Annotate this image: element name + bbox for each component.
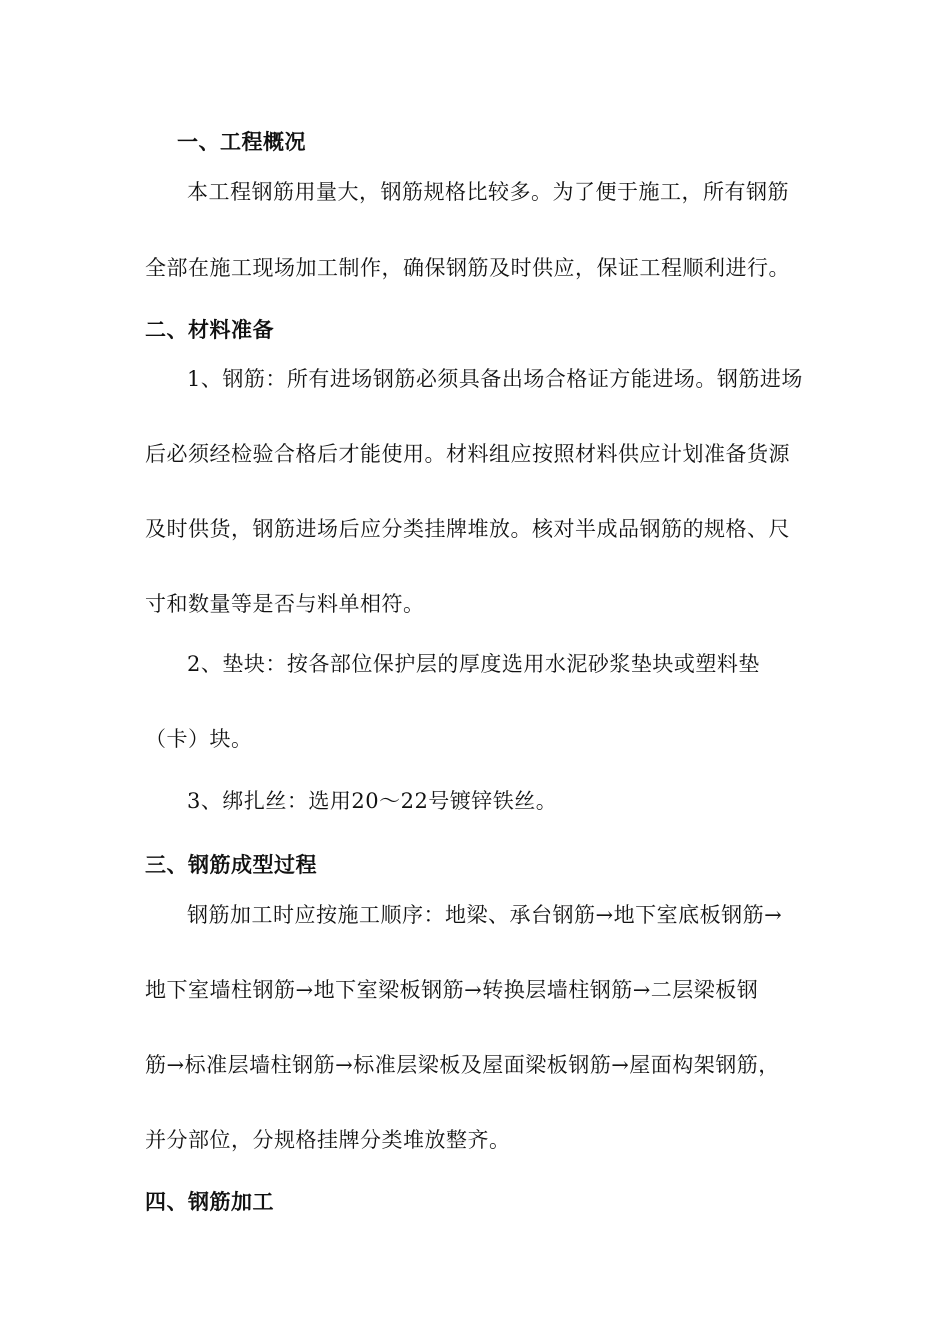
section-heading-4: 四、钢筋加工 xyxy=(145,1189,274,1214)
paragraph-line: 2、垫块：按各部位保护层的厚度选用水泥砂浆垫块或塑料垫 xyxy=(187,652,760,676)
paragraph-line: 后必须经检验合格后才能使用。材料组应按照材料供应计划准备货源 xyxy=(145,442,790,466)
section-heading-1: 一、工程概况 xyxy=(177,129,306,154)
paragraph-text: 本工程钢筋用量大，钢筋规格比较多。为了便于施工，所有钢筋 xyxy=(187,180,789,204)
paragraph-line: 及时供货，钢筋进场后应分类挂牌堆放。核对半成品钢筋的规格、尺 xyxy=(145,517,790,541)
paragraph-line: （卡）块。 xyxy=(145,727,253,751)
paragraph-line: 并分部位，分规格挂牌分类堆放整齐。 xyxy=(145,1128,511,1152)
paragraph-line: 地下室墙柱钢筋→地下室梁板钢筋→转换层墙柱钢筋→二层梁板钢 xyxy=(145,978,759,1002)
section-heading-2: 二、材料准备 xyxy=(145,317,274,342)
paragraph-line: 1、钢筋：所有进场钢筋必须具备出场合格证方能进场。钢筋进场 xyxy=(187,367,803,391)
paragraph-line: 全部在施工现场加工制作，确保钢筋及时供应，保证工程顺利进行。 xyxy=(145,256,790,280)
paragraph-line: 3、绑扎丝：选用20～22号镀锌铁丝。 xyxy=(187,789,558,813)
section-heading-3: 三、钢筋成型过程 xyxy=(145,852,317,877)
paragraph-line: 筋→标准层墙柱钢筋→标准层梁板及屋面梁板钢筋→屋面构架钢筋， xyxy=(145,1053,780,1077)
paragraph-line: 钢筋加工时应按施工顺序：地梁、承台钢筋→地下室底板钢筋→ xyxy=(187,903,783,927)
paragraph-line: 寸和数量等是否与料单相符。 xyxy=(145,592,425,616)
paragraph-line xyxy=(187,177,810,207)
